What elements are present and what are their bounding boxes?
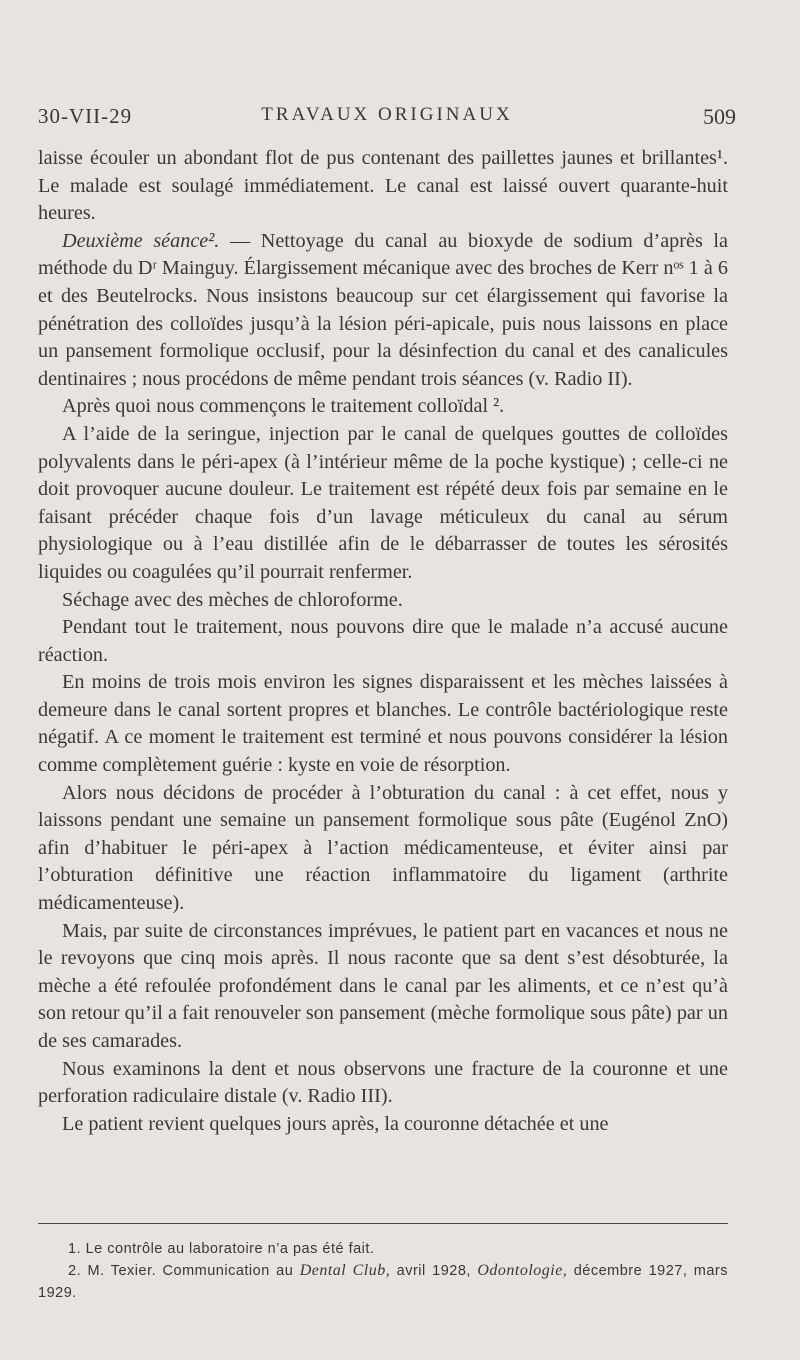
footnotes — [38, 1238, 728, 1304]
footnote-2 — [38, 1260, 728, 1304]
main-text — [38, 145, 728, 1138]
paragraph-3: Après quoi nous commençons le traitement colloïdal ². — [62, 395, 505, 418]
footnote-1: 1. Le contrôle au laboratoire n’a pas été fait. — [68, 1241, 375, 1257]
footnote-2-journal-2: Odontologie, — [477, 1262, 568, 1279]
paragraph-5: Séchage avec des mèches de chloroforme. — [62, 588, 403, 611]
paragraph-7: En moins de trois mois environ les signes disparaissent et les mèches laissées à demeure dans le canal sortent propres et blanches. Le contrôle bactériologique reste négatif. A ce moment le traitement est terminé et nous pouvons considérer la lésion comme complètement guérie : kyste en voie de résorption. — [38, 671, 728, 777]
header-date: 30-VII-29 — [38, 104, 133, 128]
footnote-2-journal-1: Dental Club, — [299, 1262, 391, 1279]
paragraph-1: laisse écouler un abondant flot de pus contenant des paillettes jaunes et brillantes¹. Le malade est soulagé immédiatement. Le canal est laissé ouvert quarante-huit heures. — [38, 147, 728, 225]
paragraph-9: Mais, par suite de circonstances imprévues, le patient part en vacances et nous ne le revoyons que cinq mois après. Il nous raconte que sa dent s’est désobturée, la mèche a été refoulée profondément dans le canal par les aliments, et ce n’est qu’à son retour qu’il a fait renouveler son pansement (mèche formolique sous pâte) par un de ses camarades. — [38, 919, 728, 1052]
paragraph-2-text: — Nettoyage du canal au bioxyde de sodium d’après la méthode du Dʳ Mainguy. Élargissement mécanique avec des broches de Kerr nᵒˢ 1 à 6 et des Beutelrocks. Nous insistons beaucoup sur cet élargissement qui favorise la pénétration des colloïdes jusqu’à la lésion péri-apicale, puis nous laissons en place un pansement formolique occlusif, pour la désinfection du canal et des canalicules dentinaires ; nous procédons de même pendant trois séances (v. Radio II). — [38, 229, 728, 390]
paragraph-4: A l’aide de la seringue, injection par le canal de quelques gouttes de colloïdes polyvalents dans le péri-apex (à l’intérieur même de la poche kystique) ; celle-ci ne doit provoquer aucune douleur. Le traitement est répété deux fois par semaine en le faisant précéder chaque fois d’un lavage méticuleux du canal au sérum physiologique ou à l’eau distillée afin de le débarrasser de toutes les sérosités liquides ou coagulées qu’il pourrait renfermer. — [38, 422, 728, 583]
paragraph-10: Nous examinons la dent et nous observons une fracture de la couronne et une perforation radiculaire distale (v. Radio III). — [38, 1057, 728, 1108]
footnote-2-part-b: avril 1928, — [390, 1263, 478, 1279]
running-header — [38, 104, 736, 134]
paragraph-6: Pendant tout le traitement, nous pouvons dire que le malade n’a accusé aucune réaction. — [38, 616, 728, 666]
footnote-2-part-c: décembre 1927, mars 1929. — [38, 1263, 728, 1301]
header-section-title: TRAVAUX ORIGINAUX — [261, 104, 513, 125]
seance-label: Deuxième séance². — [62, 229, 220, 252]
paragraph-11: Le patient revient quelques jours après, la couronne détachée et une — [62, 1112, 609, 1135]
page-number: 509 — [703, 104, 736, 129]
footnote-divider — [38, 1223, 728, 1224]
footnote-2-part-a: 2. M. Texier. Communication au — [68, 1263, 300, 1279]
paragraph-2 — [38, 228, 728, 394]
paragraph-8: Alors nous décidons de procéder à l’obturation du canal : à cet effet, nous y laissons pendant une semaine un pansement formolique sous pâte (Eugénol ZnO) afin d’habituer le péri-apex à l’action médicamenteuse, et éviter ainsi par l’obturation définitive une réaction inflammatoire du ligament (arthrite médicamenteuse). — [38, 781, 728, 915]
